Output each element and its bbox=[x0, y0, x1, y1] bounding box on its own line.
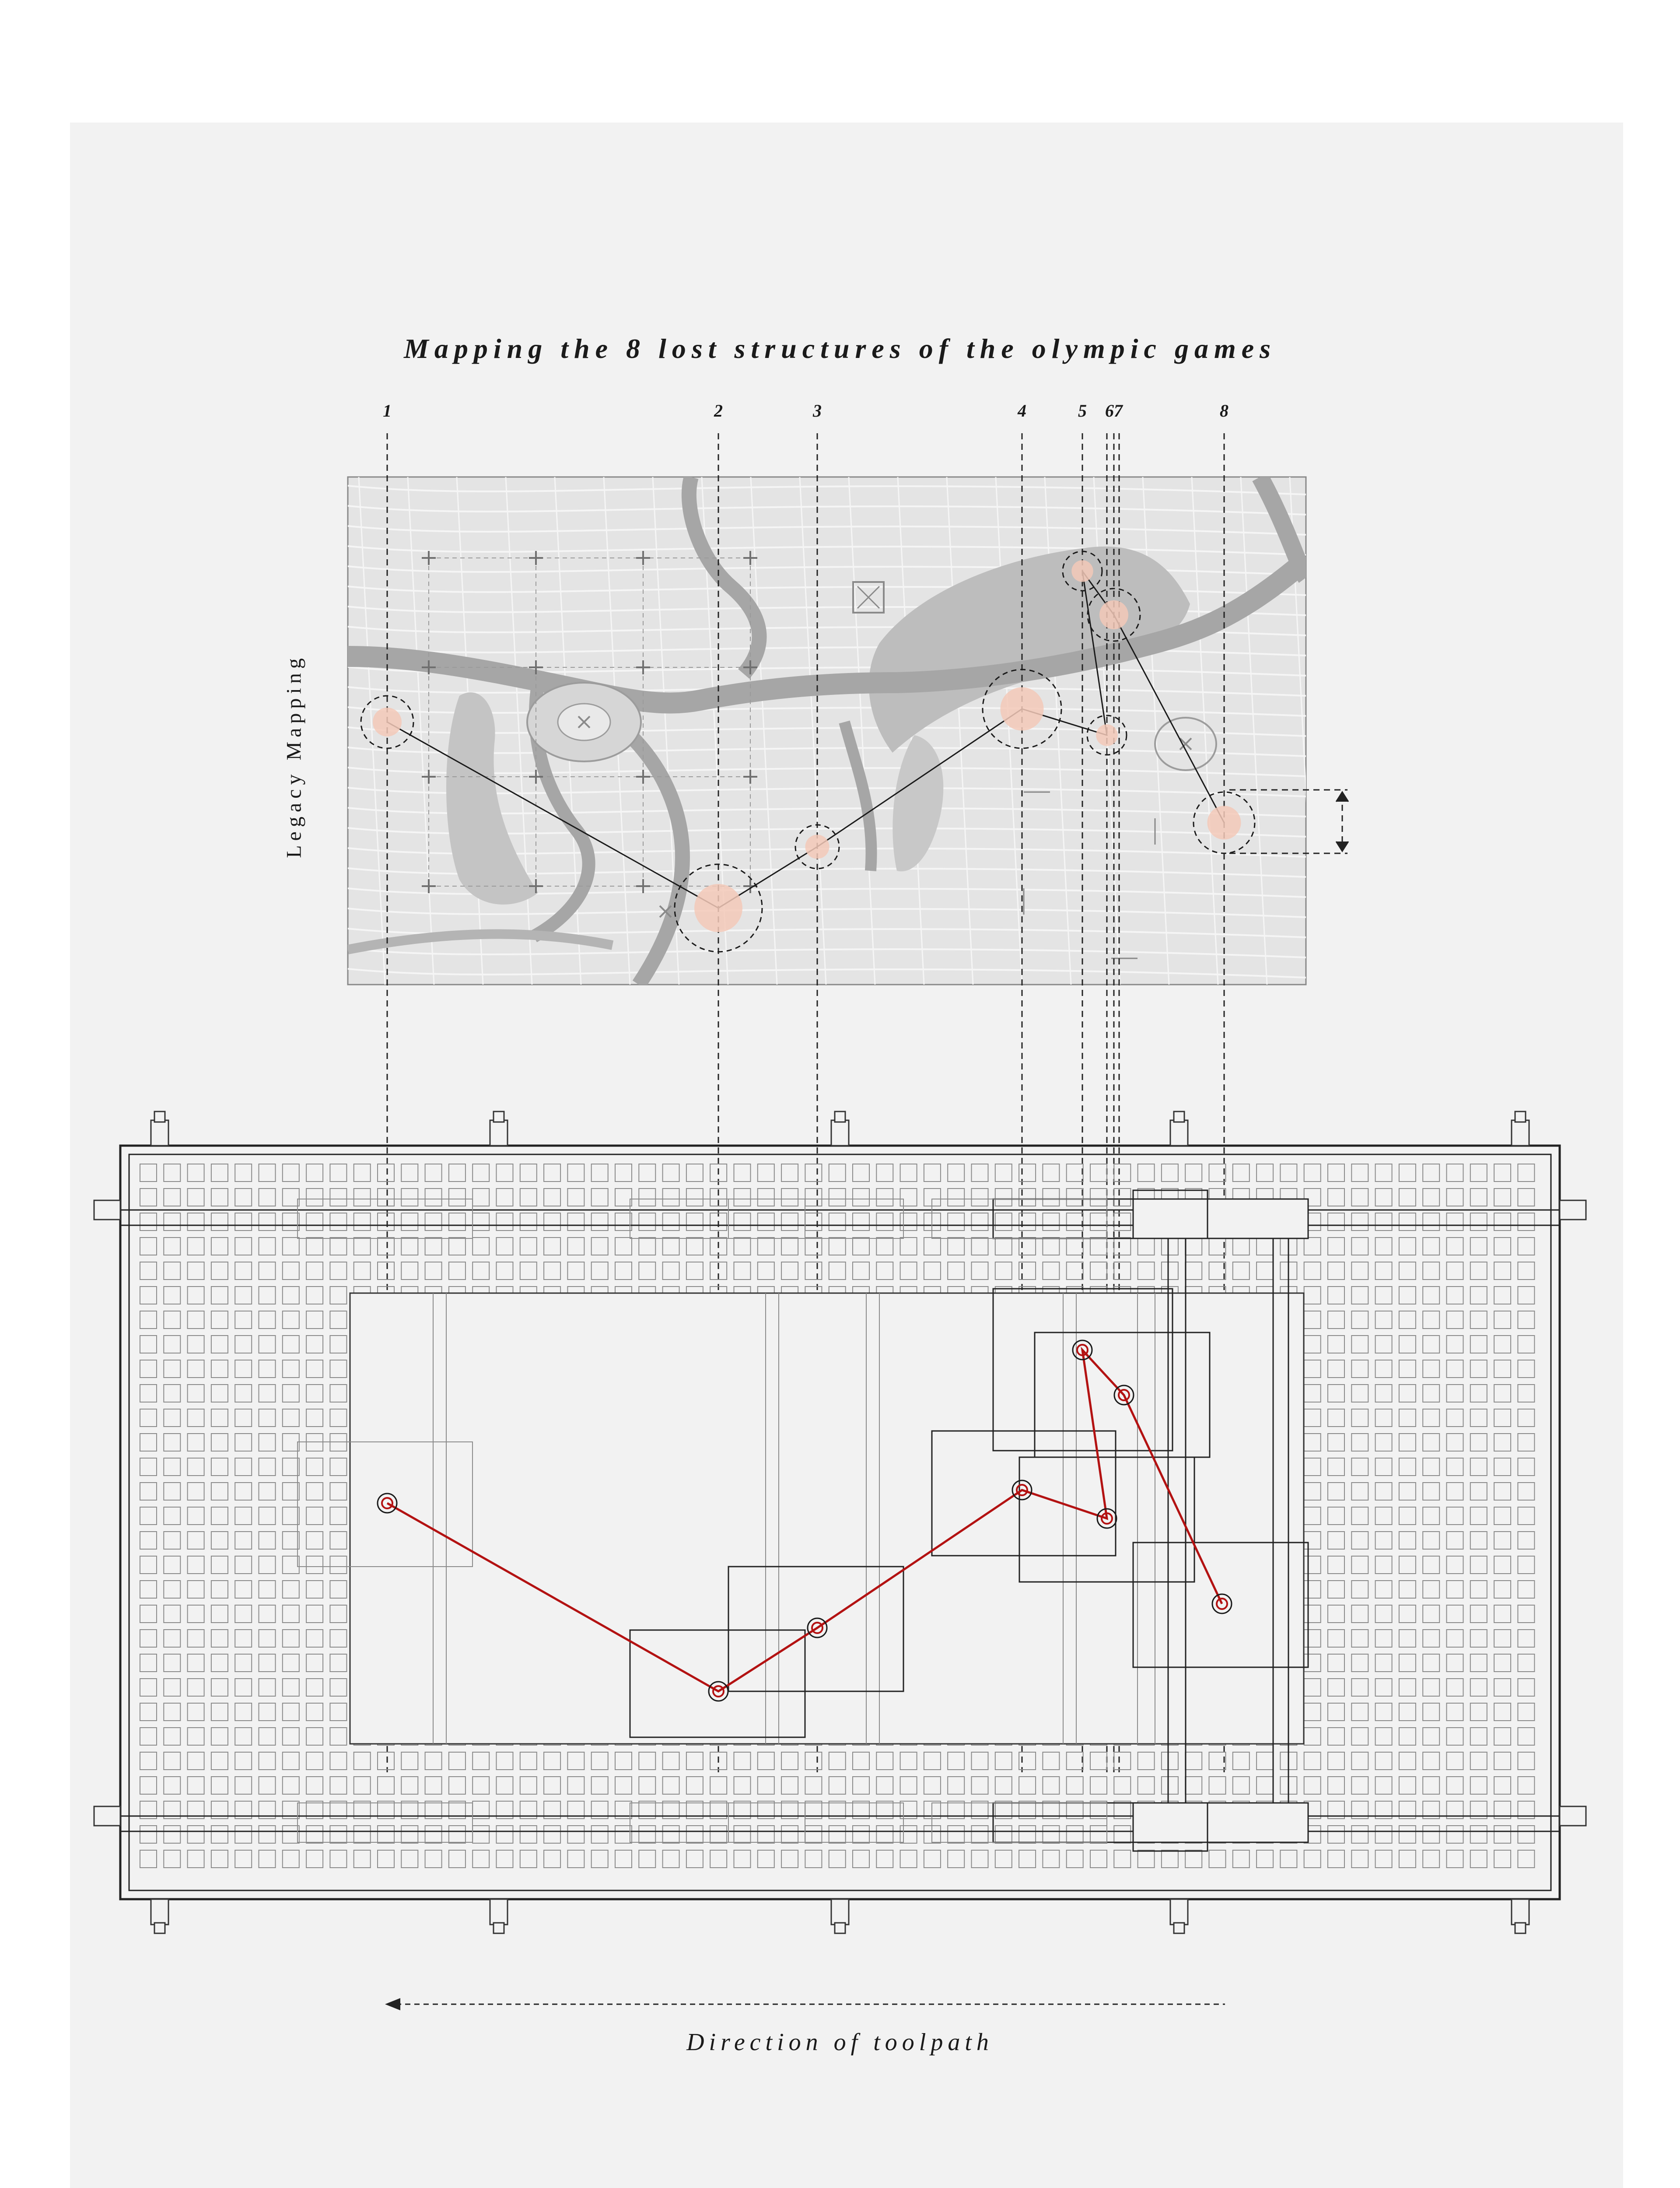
marker-highlight bbox=[1071, 560, 1093, 582]
marker-highlight bbox=[1099, 600, 1128, 629]
toolpath-direction-arrow bbox=[385, 1998, 1225, 2010]
marker-highlight bbox=[805, 835, 830, 859]
marker-label-1: 1 bbox=[383, 401, 392, 421]
marker-label-3: 3 bbox=[813, 401, 822, 421]
marker-label-5: 5 bbox=[1078, 401, 1087, 421]
marker-label-8: 8 bbox=[1220, 401, 1228, 421]
marker-label-67: 67 bbox=[1105, 401, 1123, 421]
legacy-mapping-label: Legacy Mapping bbox=[282, 654, 306, 858]
marker-highlight bbox=[694, 884, 742, 932]
marker-highlight bbox=[373, 708, 402, 736]
toolpath-direction-label: Direction of toolpath bbox=[686, 2029, 994, 2056]
marker-highlight bbox=[1096, 724, 1118, 746]
marker-label-2: 2 bbox=[714, 401, 723, 421]
marker-highlight bbox=[1001, 687, 1044, 731]
legacy-map bbox=[348, 477, 1316, 998]
diagram-title: Mapping the 8 lost structures of the olympic games bbox=[403, 333, 1277, 364]
cnc-bed bbox=[94, 1112, 1586, 1933]
marker-label-4: 4 bbox=[1018, 401, 1026, 421]
marker-highlight bbox=[1208, 806, 1241, 840]
